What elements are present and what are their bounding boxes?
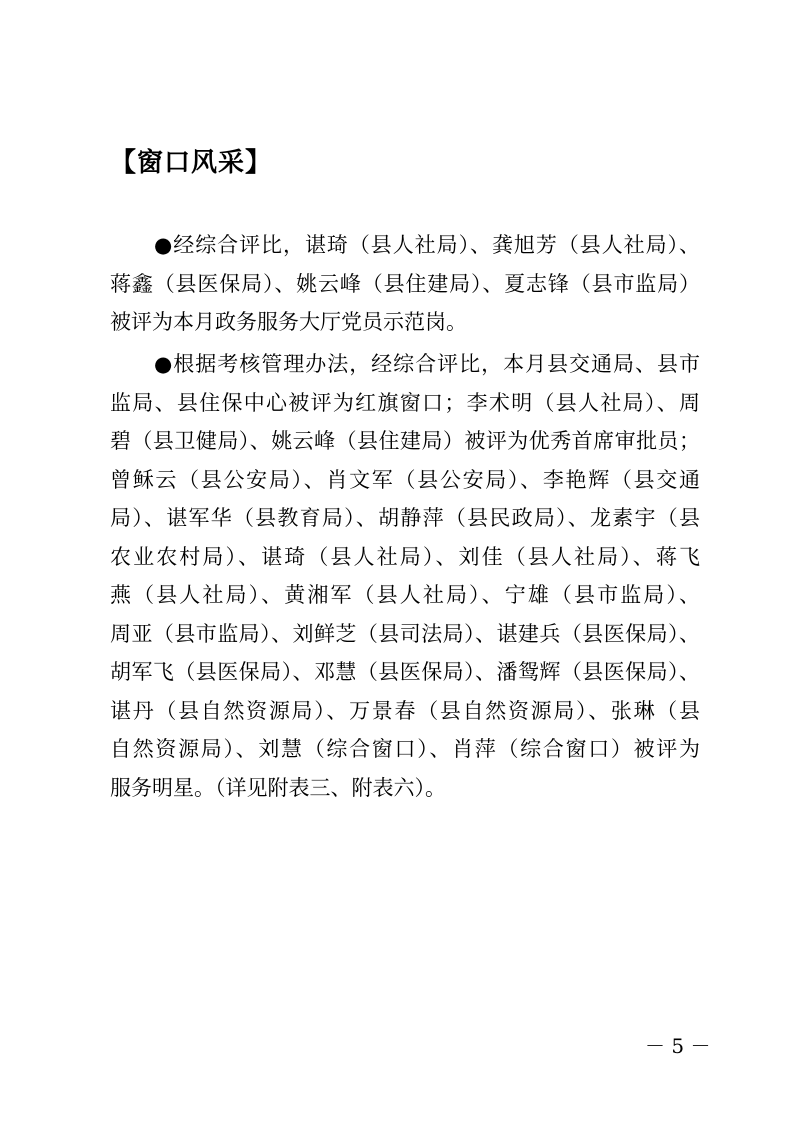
section-heading: 【窗口风采】 <box>110 148 273 178</box>
paragraph-line: 监局、县住保中心被评为红旗窗口；李术明（县人社局）、周 <box>110 390 700 415</box>
paragraph-line: 燕（县人社局）、黄湘军（县人社局）、宁雄（县市监局）、 <box>110 583 700 607</box>
paragraph-line: 自然资源局）、刘慧（综合窗口）、肖萍（综合窗口）被评为 <box>110 737 700 761</box>
paragraph-line: 农业农村局）、谌琦（县人社局）、刘佳（县人社局）、蒋飞 <box>110 544 700 569</box>
page-number: － 5 － <box>645 1034 711 1058</box>
paragraph-line: ●经综合评比，谌琦（县人社局）、龚旭芳（县人社局）、 <box>154 233 700 257</box>
paragraph-line: 碧（县卫健局）、姚云峰（县住建局）被评为优秀首席审批员； <box>110 429 700 453</box>
paragraph-line: 蒋鑫（县医保局）、姚云峰（县住建局）、夏志锋（县市监局） <box>110 271 700 296</box>
paragraph-line: 谌丹（县自然资源局）、万景春（县自然资源局）、张琳（县 <box>110 698 700 723</box>
paragraph-line: ●根据考核管理办法，经综合评比，本月县交通局、县市 <box>154 352 700 376</box>
paragraph-evaluation-results <box>110 345 700 807</box>
paragraph-line: 胡军飞（县医保局）、邓慧（县医保局）、潘鸳辉（县医保局）、 <box>110 660 700 684</box>
paragraph-party-model-posts <box>110 226 700 342</box>
paragraph-line: 周亚（县市监局）、刘鲜芝（县司法局）、谌建兵（县医保局）、 <box>110 621 700 646</box>
paragraph-line: 曾稣云（县公安局）、肖文军（县公安局）、李艳辉（县交通 <box>110 467 700 492</box>
paragraph-line: 局）、谌军华（县教育局）、胡静萍（县民政局）、龙素宇（县 <box>110 506 700 530</box>
paragraph-line: 服务明星。（详见附表三、附表六）。 <box>110 775 446 800</box>
paragraph-line: 被评为本月政务服务大厅党员示范岗。 <box>110 310 467 334</box>
